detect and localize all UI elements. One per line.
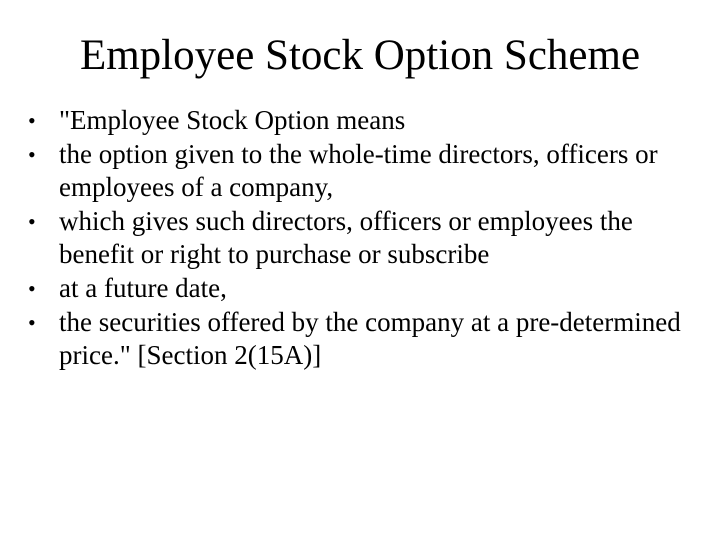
bullet-dot-icon: •	[28, 142, 36, 167]
bullet-dot-icon: •	[28, 310, 36, 335]
slide-title: Employee Stock Option Scheme	[79, 32, 641, 79]
bullet-list	[28, 104, 700, 373]
bullet-dot-icon: •	[28, 108, 36, 133]
bullet-item	[28, 272, 700, 305]
bullet-item	[28, 205, 700, 271]
bullet-text: the securities offered by the company at a pre-determined price." [Section 2(15A)]	[59, 307, 681, 370]
bullet-dot-icon: •	[28, 209, 36, 234]
bullet-text: "Employee Stock Option means	[59, 105, 406, 135]
bullet-item	[28, 306, 700, 372]
bullet-item	[28, 138, 700, 204]
bullet-item	[28, 104, 700, 137]
bullet-dot-icon: •	[28, 276, 36, 301]
bullet-text: which gives such directors, officers or employees the benefit or right to purchase or subscribe	[59, 206, 633, 269]
bullet-text: at a future date,	[59, 273, 227, 303]
bullet-text: the option given to the whole-time directors, officers or employees of a company,	[59, 139, 658, 202]
